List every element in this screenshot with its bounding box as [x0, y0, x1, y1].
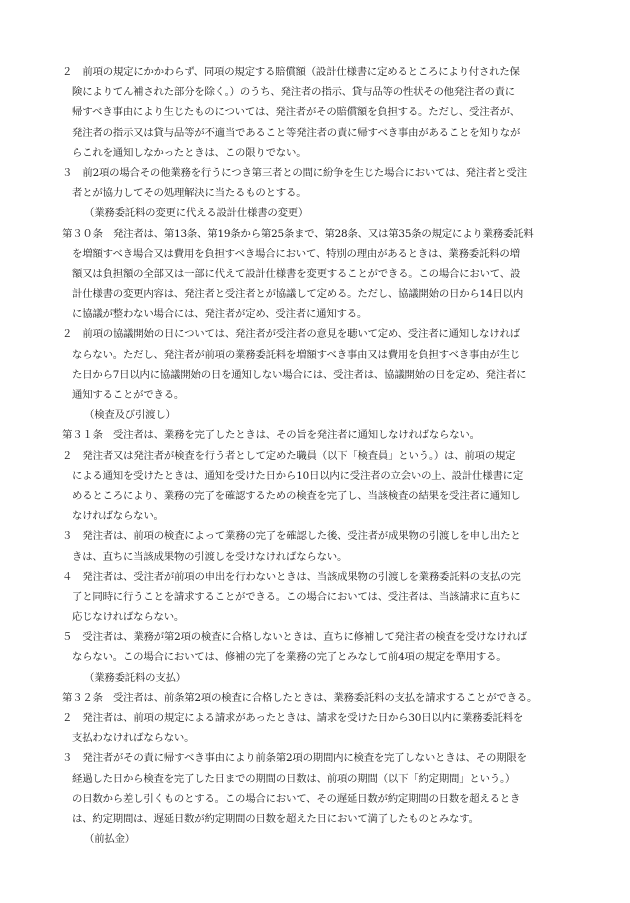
text-line: 額又は負担額の全部又は一部に代えて設計仕様書を変更することができる。この場合において、設	[72, 267, 521, 280]
text-line: ３ 前2項の場合その他業務を行うにつき第三者との間に紛争を生じた場合においては、発注者と受注	[62, 166, 527, 179]
section-heading: （検査及び引渡し）	[84, 409, 176, 422]
text-line: 発注者の指示又は貸与品等が不適当であること等発注者の責に帰すべき事由があることを知りなが	[72, 126, 521, 139]
text-line: きは、直ちに当該成果物の引渡しを受けなければならない。	[72, 550, 348, 563]
text-line: ４ 発注者は、受注者が前項の申出を行わないときは、当該成果物の引渡しを業務委託料の支払の完	[62, 570, 521, 583]
text-line: 険によりてん補された部分を除く。）のうち、発注者の指示、貸与品等の性状その他発注者の責に	[72, 86, 515, 99]
text-line: 応じなければならない。	[72, 611, 185, 624]
text-line: 支払わなければならない。	[72, 732, 195, 745]
text-line: ならない。ただし、発注者が前項の業務委託料を増額すべき事由又は費用を負担すべき事由が生じ	[72, 348, 520, 361]
text-line: ２ 発注者は、前項の規定による請求があったときは、請求を受けた日から30日以内に業務委託料を	[62, 712, 524, 724]
document-page	[62, 62, 572, 849]
section-heading: （前払金）	[84, 833, 135, 846]
text-line: 計仕様書の変更内容は、発注者と受注者とが協議して定める。ただし、協議開始の日から14日以内	[72, 288, 524, 301]
text-line: 第３１条 受注者は、業務を完了したときは、その旨を発注者に通知しなければならない。	[62, 429, 480, 442]
text-line: ３ 発注者がその責に帰すべき事由により前条第2項の期間内に検査を完了しないときは、その期限を	[62, 752, 527, 765]
text-line: は、約定期間は、遅延日数が約定期間の日数を超えた日において満了したものとみなす。	[72, 812, 479, 825]
text-line: ３ 発注者は、前項の検査によって業務の完了を確認した後、受注者が成果物の引渡しを申し出たと	[62, 530, 521, 543]
text-line: 経過した日から検査を完了した日までの期間の日数は、前項の期間（以下「約定期間」という。）	[72, 772, 516, 785]
text-line: 第３０条 発注者は、第13条、第19条から第25条まで、第28条、又は第35条の規定により業務委託料	[62, 227, 534, 240]
text-line: を増額すべき場合又は費用を負担すべき場合において、特別の理由があるときは、業務委託料の増	[72, 247, 520, 260]
text-line: 了と同時に行うことを請求することができる。この場合においては、受注者は、当該請求に直ちに	[72, 590, 521, 603]
text-line: ２ 発注者又は発注者が検査を行う者として定めた職員（以下「検査員」という。）は、前項の規定	[62, 449, 516, 462]
text-line: による通知を受けたときは、通知を受けた日から10日以内に受注者の立会いの上、設計仕様書に定	[72, 469, 524, 482]
text-line: 帰すべき事由により生じたものについては、発注者がその賠償額を負担する。ただし、受注者が、	[72, 106, 520, 119]
text-line: ２ 前項の規定にかかわらず、同項の規定する賠償額（設計仕様書に定めるところにより付された保	[62, 66, 520, 78]
text-line: 第３２条 受注者は、前条第2項の検査に合格したときは、業務委託料の支払を請求することができる。	[62, 691, 538, 704]
text-line: なければならない。	[72, 510, 164, 523]
text-line: ならない。この場合においては、修補の完了を業務の完了とみなして前4項の規定を準用する。	[72, 651, 507, 664]
text-line: らこれを通知しなかったときは、この限りでない。	[72, 146, 307, 159]
text-line: ５ 受注者は、業務が第2項の検査に合格しないときは、直ちに修補して発注者の検査を受けなければ	[62, 631, 527, 644]
text-line: た日から7日以内に協議開始の日を通知しない場合には、受注者は、協議開始の日を定め、発注者に	[72, 368, 527, 381]
text-line: めるところにより、業務の完了を確認するための検査を完了し、当該検査の結果を受注者に通知し	[72, 489, 521, 502]
text-line: ２ 前項の協議開始の日については、発注者が受注者の意見を聴いて定め、受注者に通知しなければ	[62, 328, 520, 341]
section-heading: （業務委託料の変更に代える設計仕様書の変更）	[84, 207, 309, 220]
text-line: の日数から差し引くものとする。この場合において、その遅延日数が約定期間の日数を超えるとき	[72, 792, 521, 805]
text-line: に協議が整わない場合には、発注者が定め、受注者に通知する。	[72, 308, 368, 321]
section-heading: （業務委託料の支払）	[84, 671, 186, 684]
text-line: 者とが協力してその処理解決に当たるものとする。	[72, 187, 307, 200]
text-line: 通知することができる。	[72, 389, 185, 401]
